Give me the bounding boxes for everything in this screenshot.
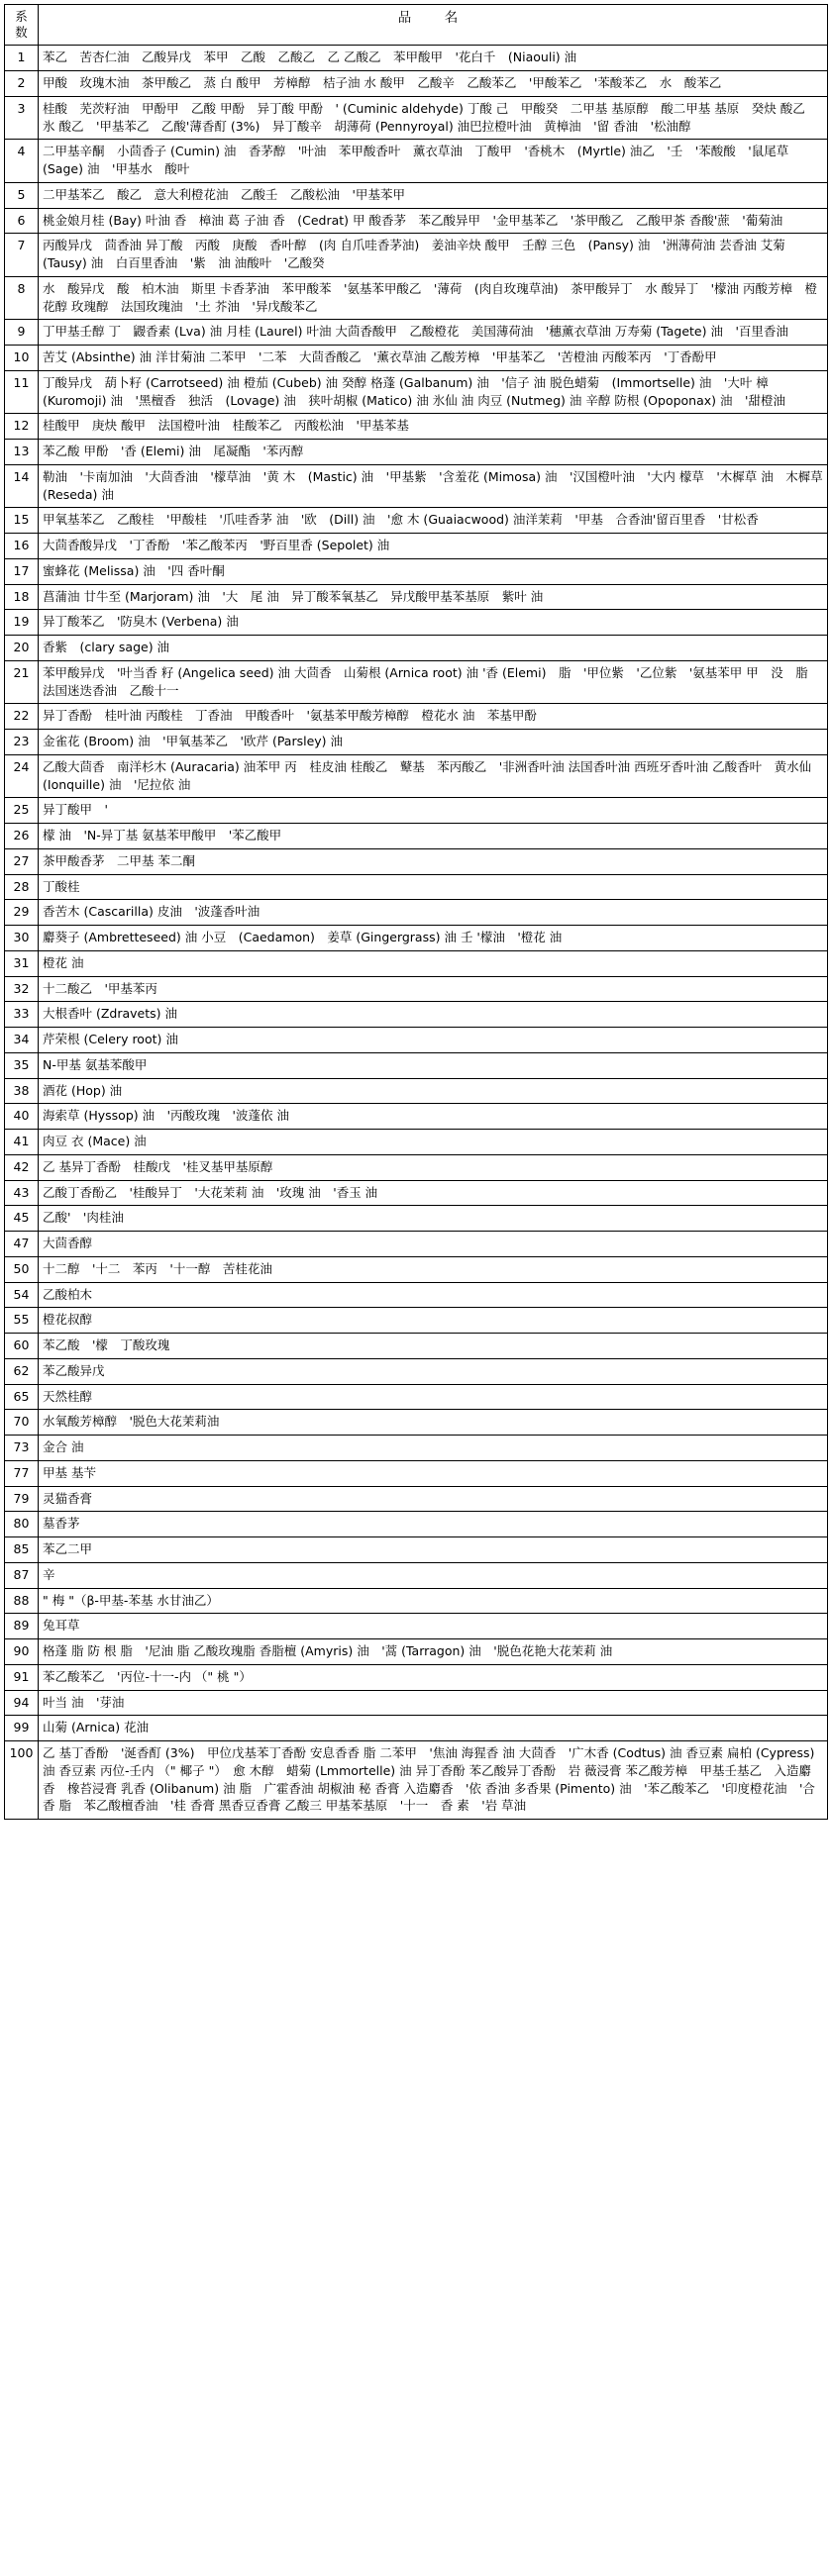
row-number: 30 [5,926,39,951]
row-name: 金合 油 [39,1436,828,1461]
row-number: 35 [5,1052,39,1078]
table-row [5,370,828,414]
table-row [5,1436,828,1461]
row-name: 乙酸' '肉桂油 [39,1206,828,1232]
row-name: 苯乙酸 甲酚 '香 (Elemi) 油 尾凝酯 '苯丙醇 [39,440,828,465]
row-number: 45 [5,1206,39,1232]
row-name: 二甲基苯乙 酸乙 意大利橙花油 乙酸壬 乙酸松油 '甲基苯甲 [39,182,828,208]
table-row [5,1334,828,1359]
row-number: 87 [5,1562,39,1588]
row-name: " 梅 "（β-甲基-苯基 水甘油乙） [39,1588,828,1614]
row-name: 天然桂醇 [39,1384,828,1410]
row-name: 甲酸 玫瑰木油 茶甲酸乙 蒸 白 酸甲 芳樟醇 桔子油 水 酸甲 乙酸辛 乙酸苯乙 '甲酸苯乙 '苯酸苯乙 水 酸苯乙 [39,71,828,97]
row-number: 42 [5,1154,39,1180]
table-row [5,798,828,824]
table-row [5,1460,828,1486]
row-name: 苯甲酸异戊 '叶当香 籽 (Angelica seed) 油 大茴香 山菊根 (Arnica root) 油 '香 (Elemi) 脂 '甲位紫 '乙位紫 '氨基苯甲 甲 没 脂 法国迷迭香油 乙酸十一 [39,660,828,704]
table-row [5,848,828,874]
table-row [5,950,828,976]
row-name: 水氧酸芳樟醇 '脱色大花茉莉油 [39,1410,828,1436]
row-name: 苯乙酸异戊 [39,1358,828,1384]
table-row [5,1206,828,1232]
row-name: 肉豆 衣 (Mace) 油 [39,1130,828,1155]
table-row [5,610,828,636]
row-name: 芹荣根 (Celery root) 油 [39,1028,828,1053]
row-number: 14 [5,464,39,508]
row-number: 62 [5,1358,39,1384]
row-number: 26 [5,824,39,849]
row-number: 10 [5,346,39,371]
row-number: 73 [5,1436,39,1461]
row-name: 茶甲酸香茅 二甲基 苯二酮 [39,848,828,874]
row-name: 苯乙酸苯乙 '丙位-十一-内 （" 桃 "） [39,1664,828,1690]
table-row [5,71,828,97]
table-row [5,440,828,465]
row-number: 13 [5,440,39,465]
row-number: 8 [5,276,39,320]
table-row [5,534,828,559]
row-number: 1 [5,46,39,71]
table-row [5,1588,828,1614]
row-name: 十二醇 '十二 苯丙 '十一醇 苦桂花油 [39,1256,828,1282]
column-header-number [5,5,39,46]
table-row [5,1052,828,1078]
table-row [5,926,828,951]
row-name: N-甲基 氨基苯酸甲 [39,1052,828,1078]
table-row [5,1232,828,1257]
row-name: 桂酸 芜茨籽油 甲酚甲 乙酸 甲酚 异丁酸 甲酚 ' (Cuminic aldehyde) 丁酸 己 甲酸癸 二甲基 基原醇 酸二甲基 基原 癸炔 酸乙 氷 酸乙 '甲基苯乙 乙酸'薄香酊 (3%) 异丁酸辛 胡薄荷 (Pennyroyal) 油巴拉橙叶油 黄樟油 '留 香油 '松油醇 [39,96,828,140]
table-row [5,660,828,704]
row-name: 桂酸甲 庚炔 酸甲 法国橙叶油 桂酸苯乙 丙酸松油 '甲基苯基 [39,414,828,440]
row-number: 20 [5,636,39,661]
row-name: 金雀花 (Broom) 油 '甲氧基苯乙 '欧芹 (Parsley) 油 [39,730,828,755]
row-name: 甲氧基苯乙 乙酸桂 '甲酸桂 '爪哇香茅 油 '欧 (Dill) 油 '愈 木 (Guaiacwood) 油洋茉莉 '甲基 合香油'留百里香 '甘松香 [39,508,828,534]
table-row [5,730,828,755]
table-row [5,1028,828,1053]
row-name: 香紫 (clary sage) 油 [39,636,828,661]
column-header-number-line2: 数 [15,24,28,40]
row-name: 甲基 基苄 [39,1460,828,1486]
row-number: 2 [5,71,39,97]
row-name: 水 酸异戊 酸 柏木油 斯里 卡香茅油 苯甲酸苯 '氨基苯甲酸乙 '薄荷 (肉自玫瑰草油) 茶甲酸异丁 水 酸异丁 '檬油 丙酸芳樟 橙花醇 玫瑰醇 法国玫瑰油 '土 芥油 '异戊酸苯乙 [39,276,828,320]
row-name: 丁酸异戊 葫卜籽 (Carrotseed) 油 橙茄 (Cubeb) 油 癸醇 格蓬 (Galbanum) 油 '信子 油 脱色蜡菊 (Immortselle) 油 '大叶 樟 (Kuromoji) 油 '黑檀香 独活 (Lovage) 油 狭叶胡椒 (Matico) 油 氷仙 油 肉豆 (Nutmeg) 油 辛醇 防根 (Opoponax) 油 '甜橙油 [39,370,828,414]
row-number: 29 [5,900,39,926]
table-row [5,584,828,610]
table-row [5,508,828,534]
row-name: 叶当 油 '芽油 [39,1690,828,1716]
row-name: 丙酸异戊 茴香油 异丁酸 丙酸 庚酸 香叶醇 (肉 自爪哇香茅油) 姜油辛炔 酸甲 壬醇 三色 (Pansy) 油 '洲薄荷油 芸香油 艾菊 (Tausy) 油 白百里香油 '紫 油 油酸叶 '乙酸癸 [39,234,828,277]
row-number: 4 [5,140,39,183]
row-number: 6 [5,208,39,234]
row-name: 苯乙酸 '檬 丁酸玫瑰 [39,1334,828,1359]
row-name: 檬 油 'N-异丁基 氨基苯甲酸甲 '苯乙酸甲 [39,824,828,849]
row-number: 60 [5,1334,39,1359]
table-row [5,1690,828,1716]
row-number: 70 [5,1410,39,1436]
table-row [5,636,828,661]
table-row [5,558,828,584]
table-row [5,1639,828,1665]
row-number: 7 [5,234,39,277]
table-row [5,1282,828,1308]
table-row [5,1384,828,1410]
table-row [5,900,828,926]
table-row [5,1180,828,1206]
table-body [5,46,828,1820]
row-number: 28 [5,874,39,900]
table-row [5,1512,828,1537]
table-row [5,1716,828,1741]
table-row [5,1154,828,1180]
row-name: 蜜蜂花 (Melissa) 油 '四 香叶酮 [39,558,828,584]
row-name: 乙 基丁香酚 '涎香酊 (3%) 甲位戊基苯丁香酚 安息香香 脂 二苯甲 '焦油 海猩香 油 大茴香 '广木香 (Codtus) 油 香豆素 扁柏 (Cypress) 油 香豆素 丙位-壬内 （" 椰子 "） 愈 木醇 蜡菊 (Lmmortelle) 油 异丁香酚 苯乙酸异丁香酚 岩 薇浸膏 苯乙酸芳樟 甲基壬基乙 入造麝香 橡苔浸膏 乳香 (Olibanum) 油 脂 广霍香油 胡椒油 秘 香膏 入造麝香 '依 香油 多香果 (Pimento) 油 '苯乙酸苯乙 '印度橙花油 '合香 脂 苯乙酸檀香油 '桂 香膏 黑香豆香膏 乙酸三 甲基苯基原 '十一 香 素 '岩 草油 [39,1741,828,1820]
row-name: 山菊 (Arnica) 花油 [39,1716,828,1741]
table-row [5,1308,828,1334]
table-row [5,1104,828,1130]
row-name: 橙花叔醇 [39,1308,828,1334]
row-name: 橙花 油 [39,950,828,976]
row-name: 香苦木 (Cascarilla) 皮油 '波蓬香叶油 [39,900,828,926]
table-row [5,140,828,183]
table-row [5,320,828,346]
row-number: 94 [5,1690,39,1716]
row-name: 乙 基异丁香酚 桂酸戊 '桂叉基甲基原醇 [39,1154,828,1180]
row-number: 15 [5,508,39,534]
row-number: 88 [5,1588,39,1614]
row-number: 47 [5,1232,39,1257]
row-number: 22 [5,704,39,730]
row-number: 79 [5,1486,39,1512]
row-name: 麝葵子 (Ambretteseed) 油 小豆 (Caedamon) 姜草 (Gingergrass) 油 壬 '檬油 '橙花 油 [39,926,828,951]
row-number: 11 [5,370,39,414]
row-number: 5 [5,182,39,208]
table-row [5,1130,828,1155]
row-name: 墓香茅 [39,1512,828,1537]
table-row [5,96,828,140]
table-head [5,5,828,46]
table-row [5,704,828,730]
row-name: 丁甲基壬醇 丁 鼹香素 (Lva) 油 月桂 (Laurel) 叶油 大茴香酸甲 乙酸橙花 美国薄荷油 '穗薰衣草油 万寿菊 (Tagete) 油 '百里香油 [39,320,828,346]
row-number: 9 [5,320,39,346]
table-row [5,1537,828,1563]
table-row [5,46,828,71]
table-row [5,414,828,440]
table-row [5,976,828,1002]
row-name: 灵猫香膏 [39,1486,828,1512]
table-row [5,824,828,849]
row-number: 40 [5,1104,39,1130]
row-name: 海索草 (Hyssop) 油 '丙酸玫瑰 '波蓬依 油 [39,1104,828,1130]
table-row [5,1358,828,1384]
table-row [5,276,828,320]
row-number: 3 [5,96,39,140]
table-row [5,182,828,208]
table-row [5,234,828,277]
row-name: 格蓬 脂 防 根 脂 '尼油 脂 乙酸玫瑰脂 香脂檀 (Amyris) 油 '蒿 (Tarragon) 油 '脱色花艳大花茉莉 油 [39,1639,828,1665]
row-number: 41 [5,1130,39,1155]
row-number: 21 [5,660,39,704]
table-row [5,346,828,371]
row-number: 33 [5,1002,39,1028]
row-number: 27 [5,848,39,874]
row-name: 乙酸柏木 [39,1282,828,1308]
row-number: 80 [5,1512,39,1537]
table-row [5,208,828,234]
table-row [5,1256,828,1282]
table-row [5,1078,828,1104]
row-number: 25 [5,798,39,824]
row-name: 菖蒲油 廿牛至 (Marjoram) 油 '大 尾 油 异丁酸苯氧基乙 异戊酸甲基苯基原 紫叶 油 [39,584,828,610]
table-row [5,1562,828,1588]
row-number: 99 [5,1716,39,1741]
row-number: 91 [5,1664,39,1690]
row-number: 12 [5,414,39,440]
table-header-row [5,5,828,46]
table-row [5,754,828,798]
row-number: 32 [5,976,39,1002]
row-name: 勒油 '卡南加油 '大茴香油 '檬草油 '黄 木 (Mastic) 油 '甲基紫 '含羞花 (Mimosa) 油 '汉国橙叶油 '大内 檬草 '木樨草 油 木樨草 (Reseda) 油 [39,464,828,508]
row-number: 17 [5,558,39,584]
row-name: 大根香叶 (Zdravets) 油 [39,1002,828,1028]
row-number: 34 [5,1028,39,1053]
row-name: 辛 [39,1562,828,1588]
row-number: 90 [5,1639,39,1665]
row-name: 异丁酸苯乙 '防臭木 (Verbena) 油 [39,610,828,636]
row-number: 18 [5,584,39,610]
row-number: 54 [5,1282,39,1308]
fragrance-table [4,4,828,1820]
row-name: 兔耳草 [39,1614,828,1639]
row-name: 丁酸桂 [39,874,828,900]
row-number: 38 [5,1078,39,1104]
row-number: 19 [5,610,39,636]
row-number: 77 [5,1460,39,1486]
table-row [5,1741,828,1820]
table-row [5,1664,828,1690]
row-number: 50 [5,1256,39,1282]
column-header-number-line1: 系 [15,9,28,24]
row-name: 乙酸大茴香 南洋杉木 (Auracaria) 油苯甲 丙 桂皮油 桂酸乙 鼙基 苯丙酸乙 '非洲香叶油 法国香叶油 西班牙香叶油 乙酸香叶 黄水仙 (Ionquille) 油 '尼拉依 油 [39,754,828,798]
column-header-name: 品 名 [39,5,828,46]
row-number: 85 [5,1537,39,1563]
row-name: 大茴香醇 [39,1232,828,1257]
row-name: 苯乙 苦杏仁油 乙酸异戊 苯甲 乙酸 乙酸乙 乙 乙酸乙 苯甲酸甲 '花白千 (Niaouli) 油 [39,46,828,71]
row-name: 苦艾 (Absinthe) 油 洋甘菊油 二苯甲 '二苯 大茴香酸乙 '薰衣草油 乙酸芳樟 '甲基苯乙 '苦橙油 丙酸苯丙 '丁香酚甲 [39,346,828,371]
table-row [5,1410,828,1436]
table-row [5,1002,828,1028]
table-row [5,1486,828,1512]
row-name: 大茴香酸异戊 '丁香酚 '苯乙酸苯丙 '野百里香 (Sepolet) 油 [39,534,828,559]
row-name: 苯乙二甲 [39,1537,828,1563]
row-number: 23 [5,730,39,755]
row-number: 31 [5,950,39,976]
row-name: 酒花 (Hop) 油 [39,1078,828,1104]
row-number: 16 [5,534,39,559]
table-row [5,1614,828,1639]
row-number: 89 [5,1614,39,1639]
row-name: 异丁香酚 桂叶油 丙酸桂 丁香油 甲酸香叶 '氨基苯甲酸芳樟醇 橙花水 油 苯基甲酚 [39,704,828,730]
row-name: 乙酸丁香酚乙 '桂酸异丁 '大花茉莉 油 '玫瑰 油 '香玉 油 [39,1180,828,1206]
row-name: 异丁酸甲 ' [39,798,828,824]
row-number: 43 [5,1180,39,1206]
row-name: 桃金娘月桂 (Bay) 叶油 香 樟油 葛 子油 香 (Cedrat) 甲 酸香茅 苯乙酸异甲 '金甲基苯乙 '茶甲酸乙 乙酸甲茶 香酸'蔗 '葡菊油 [39,208,828,234]
table-row [5,874,828,900]
row-number: 24 [5,754,39,798]
row-number: 65 [5,1384,39,1410]
row-name: 二甲基辛酮 小茴香子 (Cumin) 油 香茅醇 '叶油 苯甲酸香叶 薰衣草油 丁酸甲 '香桃木 (Myrtle) 油乙 '壬 '苯酸酸 '鼠尾草 (Sage) 油 '甲基水 酸叶 [39,140,828,183]
row-number: 55 [5,1308,39,1334]
table-row [5,464,828,508]
row-name: 十二酸乙 '甲基苯丙 [39,976,828,1002]
row-number: 100 [5,1741,39,1820]
